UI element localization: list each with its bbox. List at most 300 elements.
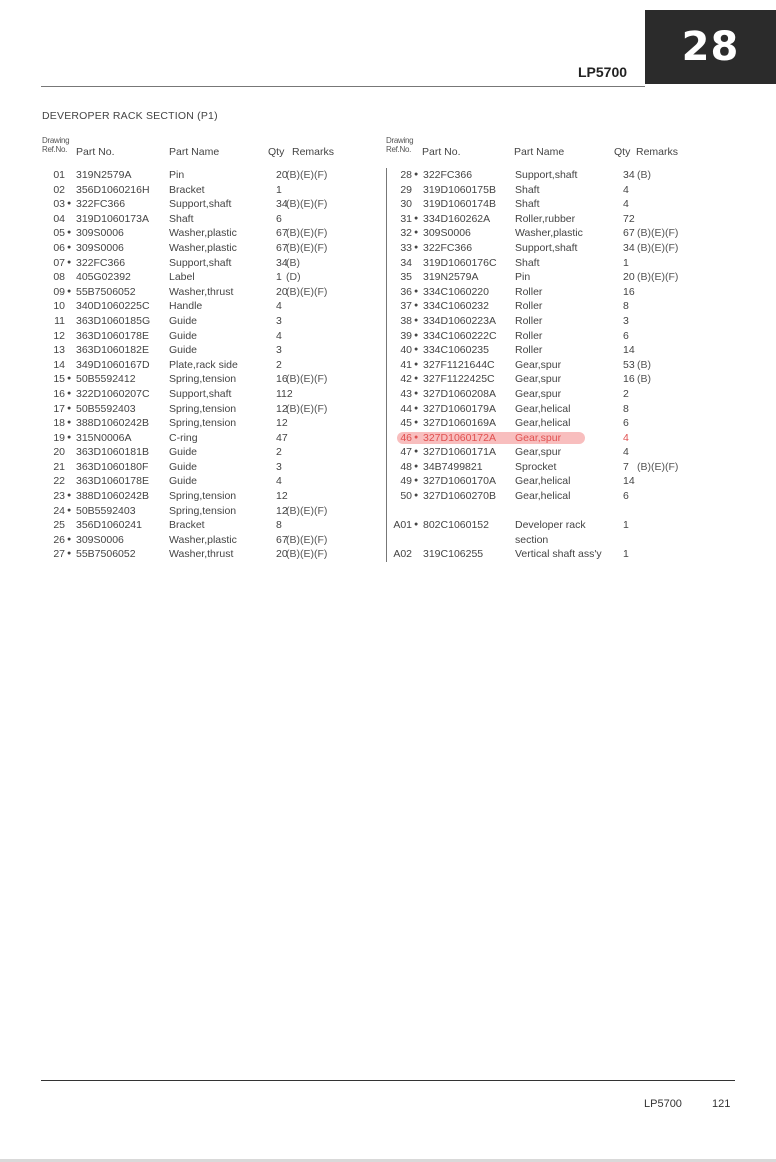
quantity: 67 [623,227,635,240]
bullet-marker: ● [67,389,72,397]
bullet-marker: ● [414,346,419,354]
remarks: (B)(E)(F) [286,533,328,546]
bullet-marker: ● [414,389,419,397]
part-name: Guide [169,329,198,342]
part-name: Guide [169,446,198,459]
ref-number: 11 [54,314,65,327]
part-name: Gear,spur [515,373,562,386]
part-number: 356D1060241 [76,519,142,532]
remarks: (B)(E)(F) [637,271,679,284]
bullet-marker: ● [414,521,419,529]
table-row [42,387,342,402]
part-name: Gear,helical [515,402,571,415]
ref-number: 43 [400,387,412,400]
part-name: Bracket [169,183,205,196]
part-number: 363D1060178E [76,475,149,488]
ref-number: 40 [400,344,412,357]
part-number: 322D1060207C [76,387,150,400]
drawing-ref-header: Drawing Ref.No. [42,136,70,154]
part-name: Roller [515,300,543,313]
table-row [387,460,686,475]
table-row [42,299,342,314]
table-row [42,416,342,431]
table-row [387,270,686,285]
ref-number: 01 [53,169,65,181]
table-row [42,518,342,533]
ref-number: 19 [53,431,65,444]
part-number: 55B7506052 [76,548,136,561]
ref-number: 32 [400,227,412,240]
part-name: Pin [515,271,531,284]
remarks: (B)(E)(F) [286,504,328,517]
part-number: 334D1060223A [423,314,496,327]
part-number: 363D1060178E [76,329,149,342]
bullet-marker: ● [67,287,72,295]
quantity: 1 [623,519,629,532]
remarks: (B)(E)(F) [637,227,679,240]
remarks: (B)(E)(F) [286,373,328,386]
quantity: 34 [276,198,288,211]
part-name-header: Part Name [514,146,565,158]
part-number: 349D1060167D [76,358,150,371]
table-row [387,416,686,431]
part-number: 327D1060179A [423,402,496,415]
ref-number: A01 [393,519,412,532]
remarks: (D) [286,271,301,284]
table-row [42,197,342,212]
quantity: 20 [276,285,288,298]
table-row [387,314,686,329]
quantity: 72 [623,212,635,225]
part-number: 319D1060176C [423,256,497,269]
bullet-marker: ● [414,492,419,500]
table-row [42,241,342,256]
remarks: (B)(E)(F) [286,402,328,415]
table-row [387,212,686,227]
part-number: 50B5592403 [76,504,136,517]
part-number: 322FC366 [76,198,126,211]
quantity: 1 [623,548,629,561]
ref-number: A02 [393,548,412,561]
part-name: Sprocket [515,460,557,473]
ref-number: 42 [400,373,412,386]
part-name: Guide [169,314,198,327]
bullet-marker: ● [414,462,419,470]
table-row [387,256,686,271]
part-number: 309S0006 [76,227,124,240]
remarks-header: Remarks [636,146,679,158]
part-name: Support,shaft [169,387,232,400]
table-row [387,226,686,241]
bullet-marker: ● [414,477,419,485]
ref-number: 04 [53,212,65,225]
ref-number: 18 [53,417,65,430]
table-row [387,197,686,212]
bullet-marker: ● [414,331,419,339]
part-number: 50B5592403 [76,402,136,415]
part-number: 405G02392 [76,271,131,284]
table-row [42,358,342,373]
part-name: Support,shaft [515,241,578,254]
ref-number: 27 [53,548,65,561]
part-name: Gear,spur [515,358,562,371]
table-row [387,504,686,519]
ref-number: 41 [400,358,412,371]
part-number: 802C1060152 [423,519,489,532]
part-name: Roller [515,329,543,342]
table-row [42,474,342,489]
part-name: Bracket [169,519,205,532]
part-name: Spring,tension [169,373,237,386]
part-name: Roller [515,285,543,298]
part-number: 327F1122425C [423,373,495,386]
ref-number: 24 [53,504,65,517]
part-name: Shaft [515,183,540,196]
ref-number: 45 [400,417,412,430]
table-row [42,402,342,417]
ref-number: 48 [400,460,412,473]
quantity: 3 [276,460,282,473]
part-name: Label [169,271,195,284]
part-name: Shaft [515,198,540,211]
parts-table-right [386,136,686,562]
quantity: 20 [276,169,288,181]
part-number: 309S0006 [76,241,124,254]
bullet-marker: ● [414,287,419,295]
part-number: 309S0006 [423,227,471,240]
part-number: 363D1060180F [76,460,149,473]
quantity: 112 [276,387,293,400]
ref-number: 17 [53,402,65,415]
quantity: 6 [623,329,629,342]
quantity: 67 [276,241,288,254]
part-number: 334C1060222C [423,329,497,342]
part-name: Handle [169,300,203,313]
quantity: 16 [623,373,635,386]
bullet-marker: ● [414,448,419,456]
part-number: 319D1060175B [423,183,496,196]
part-name: Spring,tension [169,504,237,517]
quantity: 4 [623,198,629,211]
part-number: 356D1060216H [76,183,150,196]
part-name: Gear,spur [515,387,562,400]
table-row [387,299,686,314]
part-number: 327D1060270B [423,490,496,503]
bullet-marker: ● [67,550,72,558]
part-name: Washer,plastic [169,227,237,240]
part-number: 334C1060235 [423,344,489,357]
quantity: 20 [623,271,635,284]
part-name: Shaft [169,212,194,225]
qty-header: Qty [614,146,631,158]
part-name: Gear,spur [515,446,562,459]
quantity: 7 [623,460,629,473]
quantity: 53 [623,358,635,371]
bullet-marker: ● [414,214,419,222]
qty-header: Qty [268,146,285,158]
ref-number: 49 [400,475,412,488]
ref-number: 30 [400,198,412,211]
part-number: 319D1060173A [76,212,149,225]
quantity: 2 [276,358,282,371]
ref-number: 46 [400,431,412,444]
bullet-marker: ● [67,535,72,543]
ref-number: 15 [53,373,65,386]
part-name: Spring,tension [169,417,237,430]
quantity: 4 [276,329,282,342]
header-rule [41,86,645,87]
part-number: 363D1060181B [76,446,149,459]
ref-number: 05 [53,227,65,240]
ref-number: 35 [400,271,412,284]
part-number: 322FC366 [423,241,473,254]
header-model: LP5700 [578,64,628,80]
quantity: 3 [276,314,282,327]
ref-number: 09 [53,285,65,298]
drawing-ref-header: Drawing Ref.No. [386,136,414,154]
ref-number: 08 [53,271,65,284]
ref-number: 44 [400,402,412,415]
remarks: (B) [637,358,651,371]
table-row [387,445,686,460]
part-number: 388D1060242B [76,417,149,430]
remarks: (B)(E)(F) [286,548,328,561]
quantity: 1 [623,256,629,269]
ref-number: 16 [53,387,65,400]
part-name: C-ring [169,431,198,444]
bullet-marker: ● [414,404,419,412]
remarks: (B)(E)(F) [637,241,679,254]
remarks: (B)(E)(F) [637,460,679,473]
ref-number: 31 [400,212,412,225]
part-name: Washer,thrust [169,285,234,298]
part-number: 50B5592412 [76,373,136,386]
part-name: Vertical shaft ass'y [515,548,602,561]
ref-number: 25 [53,519,65,532]
part-name: Roller,rubber [515,212,576,225]
quantity: 14 [623,475,635,488]
part-number: 334D160262A [423,212,491,225]
bullet-marker: ● [67,200,72,208]
quantity: 4 [623,446,629,459]
quantity: 20 [276,548,288,561]
quantity: 34 [623,241,635,254]
ref-number: 34 [400,256,412,269]
part-number: 327F1121644C [423,358,495,371]
bullet-marker: ● [414,419,419,427]
part-number: 309S0006 [76,533,124,546]
table-row [387,489,686,504]
ref-number: 33 [400,241,412,254]
ref-number: 47 [400,446,412,459]
part-number: 315N0006A [76,431,132,444]
table-row [42,212,342,227]
quantity: 4 [623,431,629,444]
quantity: 4 [276,300,282,313]
part-name: Washer,plastic [515,227,583,240]
ref-number: 12 [53,329,65,342]
part-name: Guide [169,460,198,473]
ref-number: 50 [400,490,412,503]
remarks: (B)(E)(F) [286,227,328,240]
part-number: 319N2579A [423,271,479,284]
part-number: 55B7506052 [76,285,136,298]
quantity: 6 [623,490,629,503]
part-name: Spring,tension [169,402,237,415]
part-name: Gear,spur [515,431,562,444]
table-row [42,168,342,183]
ref-number: 36 [400,285,412,298]
chapter-tab [645,10,776,84]
part-name: Shaft [515,256,540,269]
part-name: Pin [169,169,185,181]
quantity: 2 [276,446,282,459]
table-body-left [42,168,342,562]
table-row [42,533,342,548]
bullet-marker: ● [67,433,72,441]
part-name: Plate,rack side [169,358,238,371]
quantity: 34 [623,169,635,181]
part-number: 322FC366 [76,256,126,269]
part-number: 334C1060220 [423,285,489,298]
section-title: DEVEROPER RACK SECTION (P1) [42,110,218,122]
part-number: 388D1060242B [76,490,149,503]
part-number: 327D1060171A [423,446,496,459]
table-header [386,136,686,168]
part-name-continued: section [515,533,549,546]
quantity: 1 [276,183,282,196]
quantity: 2 [623,387,629,400]
part-name: Guide [169,344,198,357]
table-row [42,445,342,460]
table-row [42,460,342,475]
bullet-marker: ● [67,492,72,500]
parts-table-left [42,136,342,562]
table-row [42,183,342,198]
table-row [42,285,342,300]
table-row [387,358,686,373]
part-number: 334C1060232 [423,300,489,313]
quantity: 67 [276,533,288,546]
table-row [387,329,686,344]
table-row [387,387,686,402]
part-number: 34B7499821 [423,460,483,473]
ref-number: 02 [53,183,65,196]
ref-number: 10 [53,300,65,313]
remarks: (B) [637,373,651,386]
table-row [387,343,686,358]
table-row [42,547,342,562]
bullet-marker: ● [67,229,72,237]
part-number: 363D1060182E [76,344,149,357]
part-name: Support,shaft [169,198,232,211]
quantity: 4 [276,475,282,488]
table-row [42,504,342,519]
ref-number: 29 [400,183,412,196]
quantity: 3 [623,314,629,327]
bullet-marker: ● [414,433,419,441]
bullet-marker: ● [414,302,419,310]
ref-number: 07 [53,256,65,269]
quantity: 4 [623,183,629,196]
ref-number: 22 [53,475,65,488]
remarks: (B)(E)(F) [286,169,328,181]
part-no-header: Part No. [422,146,461,158]
part-number: 319N2579A [76,169,132,181]
quantity: 67 [276,227,288,240]
quantity: 12 [276,417,288,430]
table-body-right [386,168,686,562]
bullet-marker: ● [414,360,419,368]
quantity: 47 [276,431,288,444]
table-row [42,256,342,271]
quantity: 34 [276,256,288,269]
part-name: Washer,plastic [169,241,237,254]
part-number: 322FC366 [423,169,473,181]
ref-number: 39 [400,329,412,342]
part-name: Guide [169,475,198,488]
part-name: Developer rack [515,519,586,532]
quantity: 12 [276,504,288,517]
table-row [387,474,686,489]
ref-number: 13 [53,344,65,357]
table-row [387,547,686,562]
part-name: Gear,helical [515,490,571,503]
quantity: 12 [276,402,288,415]
part-name: Washer,thrust [169,548,234,561]
table-row [387,402,686,417]
table-row [42,489,342,504]
part-no-header: Part No. [76,146,115,158]
remarks: (B)(E)(F) [286,198,328,211]
table-row [387,241,686,256]
table-row [42,431,342,446]
quantity: 8 [623,402,629,415]
table-row [42,329,342,344]
part-name: Spring,tension [169,490,237,503]
bullet-marker: ● [67,258,72,266]
table-row [387,518,686,547]
bullet-marker: ● [414,316,419,324]
page-number: 121 [712,1098,731,1110]
table-row-highlighted [387,431,686,446]
bullet-marker: ● [67,404,72,412]
ref-number: 37 [400,300,412,313]
table-row [42,270,342,285]
ref-number: 28 [400,169,412,181]
quantity: 6 [276,212,282,225]
part-name: Gear,helical [515,417,571,430]
bullet-marker: ● [414,171,419,178]
ref-number: 38 [400,314,412,327]
part-number: 327D1060172A [423,431,496,444]
quantity: 8 [276,519,282,532]
table-row [42,372,342,387]
remarks: (B)(E)(F) [286,285,328,298]
table-row [387,183,686,198]
quantity: 3 [276,344,282,357]
bullet-marker: ● [67,506,72,514]
table-row [42,226,342,241]
ref-number: 26 [53,533,65,546]
part-name: Support,shaft [515,169,578,181]
part-name-header: Part Name [169,146,220,158]
part-name: Support,shaft [169,256,232,269]
remarks: (B)(E)(F) [286,241,328,254]
table-row [387,285,686,300]
part-number: 319C106255 [423,548,484,561]
part-number: 327D1060170A [423,475,496,488]
